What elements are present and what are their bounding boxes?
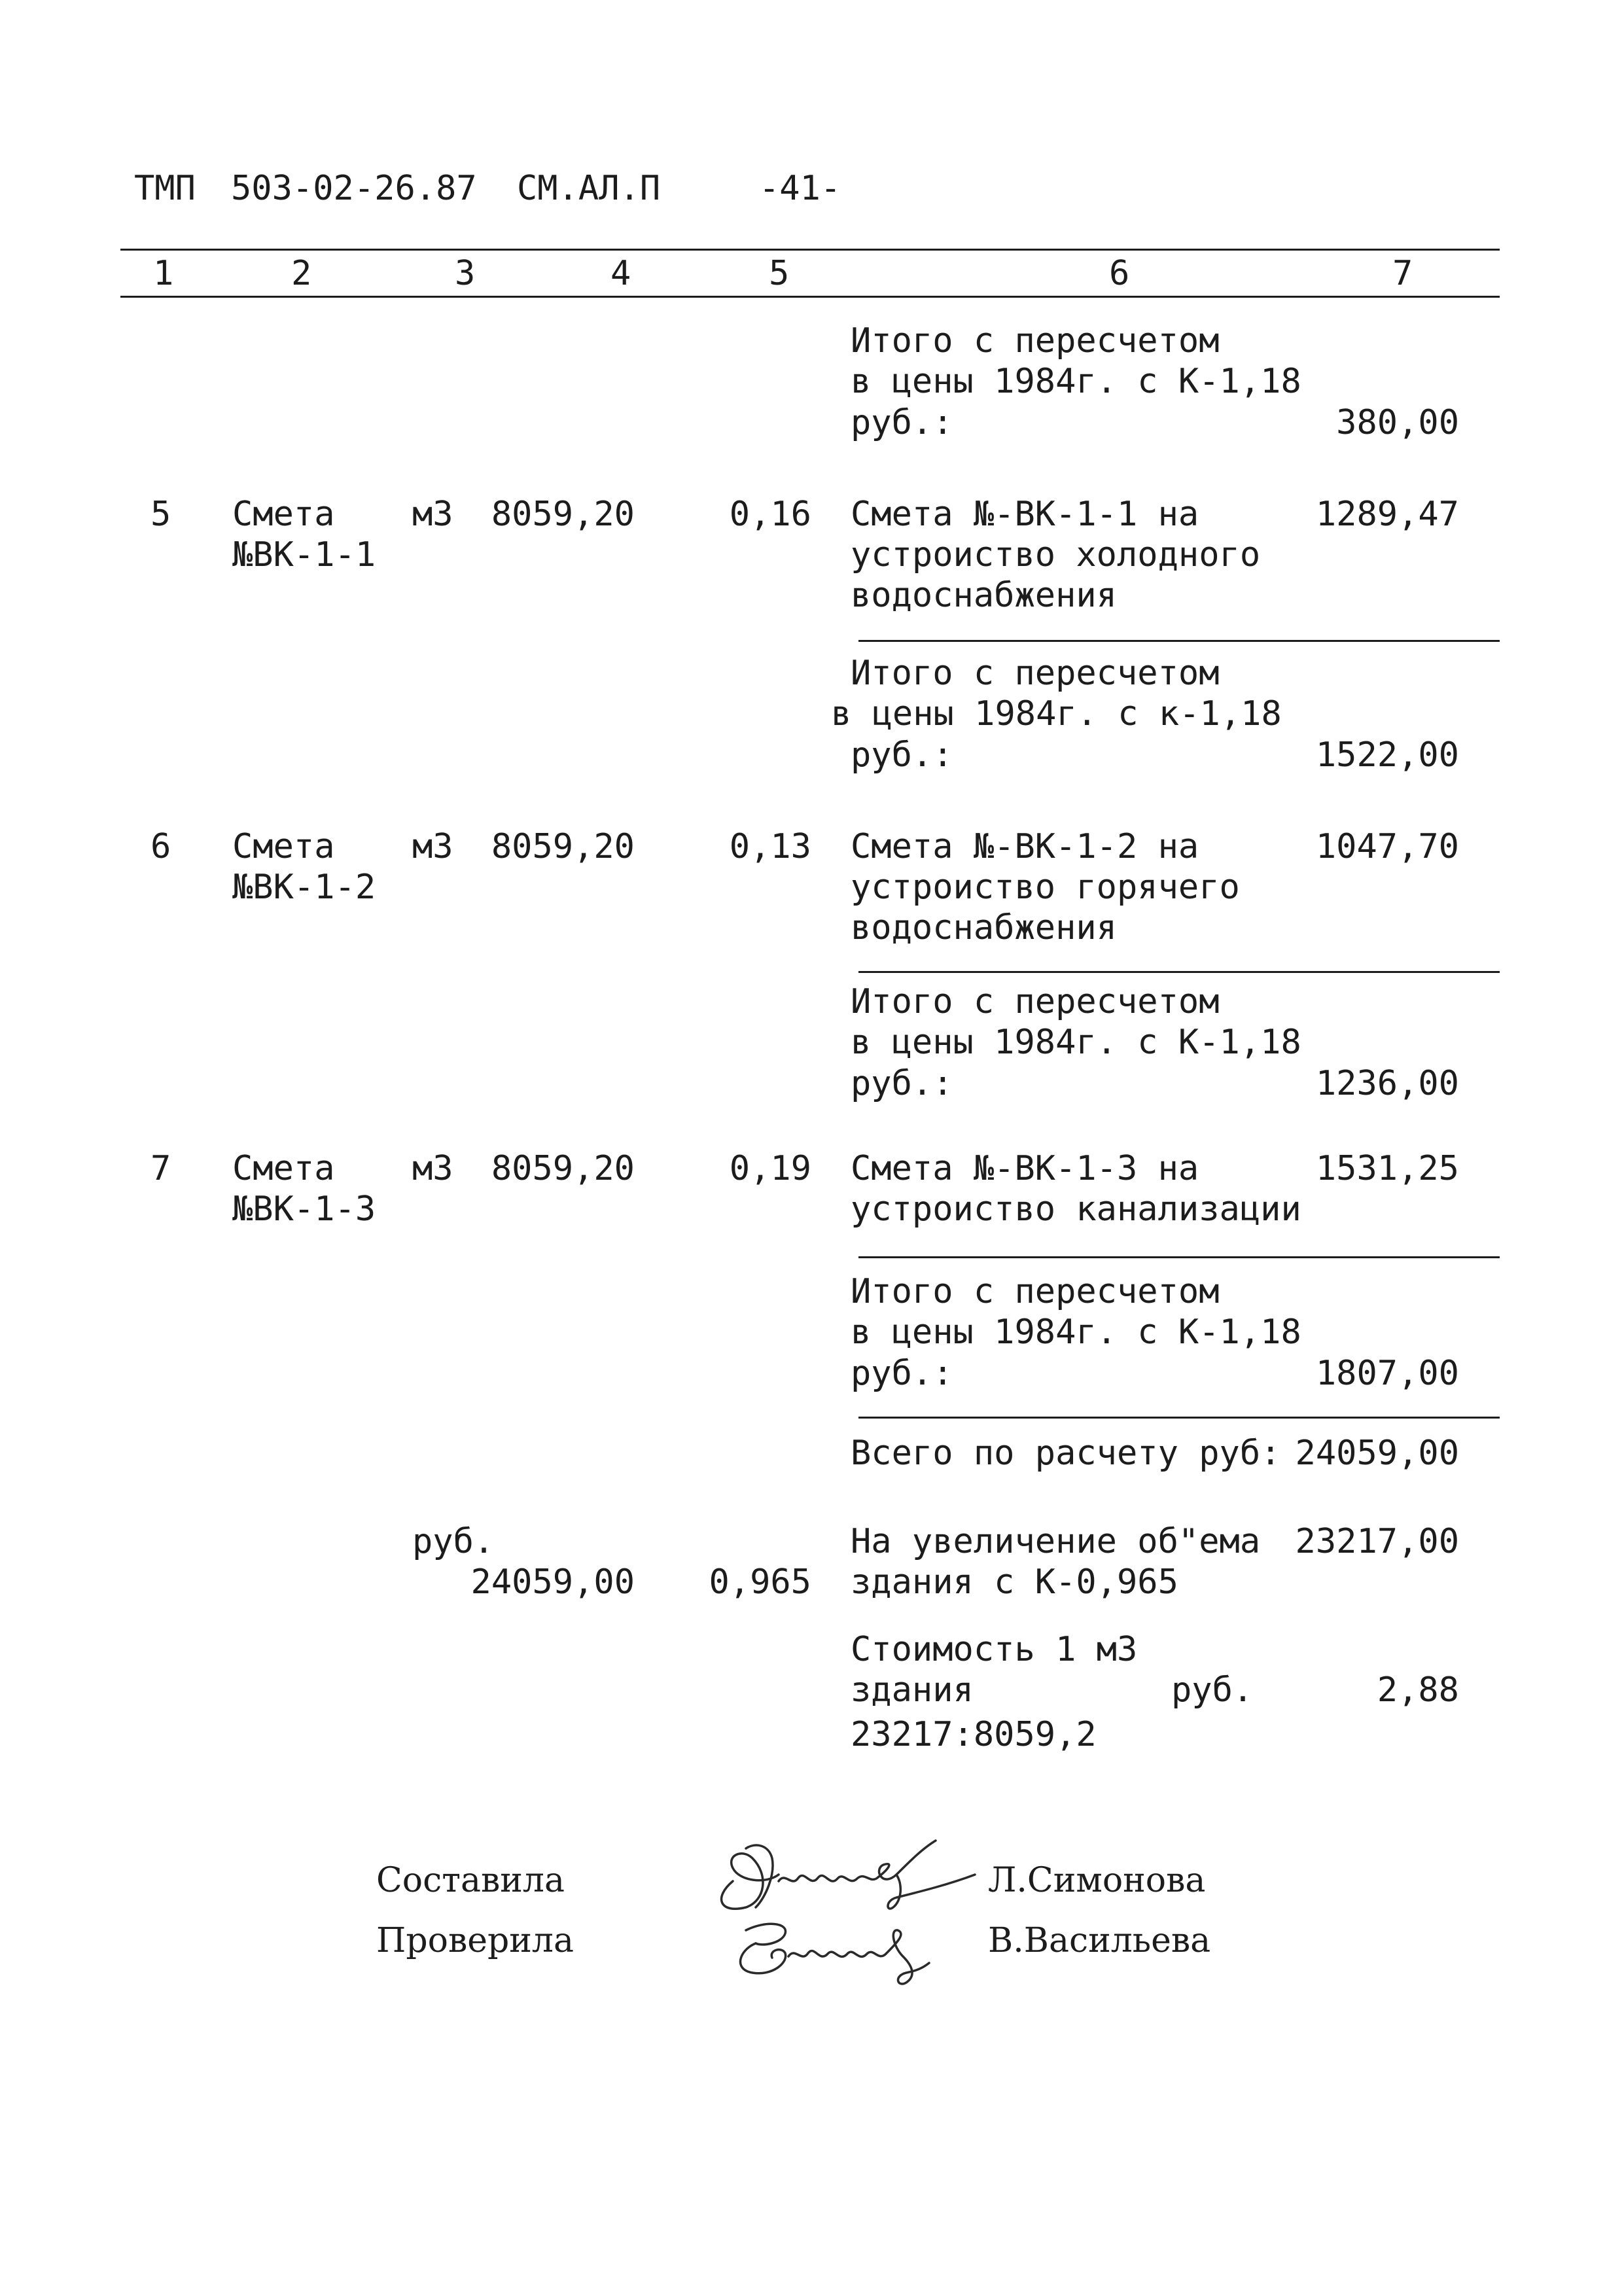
row-quantity: 8059,20 — [491, 827, 635, 866]
album-code: СМ.АЛ.П — [517, 169, 661, 208]
row-description: Смета №-ВК-1-3 на — [851, 1149, 1199, 1188]
row-name: Смета — [232, 495, 335, 534]
row-description: Смета №-ВК-1-2 на — [851, 827, 1199, 866]
row-number: 6 — [150, 827, 171, 866]
handwritten-signature-simonova — [707, 1835, 995, 1920]
subtotal-line: в цены 1984г. с к-1,18 — [831, 694, 1282, 733]
row-cost: 1047,70 — [1315, 827, 1459, 866]
handwritten-signature-vasilyeva — [726, 1911, 949, 1989]
col-header-5: 5 — [769, 254, 790, 293]
subtotal-line: руб.: — [851, 735, 953, 775]
header-top-rule — [120, 249, 1500, 251]
row-name: №ВК-1-1 — [232, 535, 376, 574]
compiled-name: Л.Симонова — [988, 1861, 1206, 1900]
project-number: 503-02-26.87 — [231, 169, 477, 208]
row-name: №ВК-1-3 — [232, 1190, 376, 1229]
row-coefficient: 0,13 — [729, 827, 811, 866]
row-description: водоснабжения — [851, 908, 1117, 947]
subtotal-value: 380,00 — [1336, 403, 1459, 442]
col-header-7: 7 — [1392, 254, 1413, 293]
cost-formula: 23217:8059,2 — [851, 1715, 1097, 1754]
col-header-4: 4 — [610, 254, 631, 293]
cost-label: Стоимость 1 м3 — [851, 1630, 1138, 1669]
row-quantity: 8059,20 — [491, 495, 635, 534]
subtotal-line: руб.: — [851, 403, 953, 442]
row-cost: 1289,47 — [1315, 495, 1459, 534]
subtotal-value: 1236,00 — [1315, 1064, 1459, 1103]
subtotal-line: Итого с пересчетом — [851, 1272, 1220, 1311]
col-header-2: 2 — [291, 254, 312, 293]
cost-label: здания — [851, 1670, 974, 1710]
row-coefficient: 0,19 — [729, 1149, 811, 1188]
increase-description: здания с К-0,965 — [851, 1563, 1178, 1602]
row-description: водоснабжения — [851, 576, 1117, 615]
row-unit: м3 — [412, 827, 453, 866]
increase-description: На увеличение об"ема — [851, 1522, 1261, 1561]
subtotal-line: Итого с пересчетом — [851, 654, 1220, 693]
subtotal-line: в цены 1984г. с К-1,18 — [851, 1313, 1301, 1352]
row-quantity: 8059,20 — [491, 1149, 635, 1188]
row-coefficient: 0,16 — [729, 495, 811, 534]
cost-value: 2,88 — [1377, 1670, 1459, 1710]
compiled-label: Составила — [376, 1861, 565, 1900]
row-unit: м3 — [412, 1149, 453, 1188]
increase-unit: руб. — [412, 1522, 495, 1561]
row-unit: м3 — [412, 495, 453, 534]
row-name: №ВК-1-2 — [232, 868, 376, 907]
col-header-3: 3 — [455, 254, 476, 293]
subtotal-line: руб.: — [851, 1064, 953, 1103]
subtotal-line: в цены 1984г. с К-1,18 — [851, 1023, 1301, 1062]
cost-unit: руб. — [1171, 1670, 1254, 1710]
row-description: Смета №-ВК-1-1 на — [851, 495, 1199, 534]
subtotal-line: Итого с пересчетом — [851, 321, 1220, 361]
increase-amount: 24059,00 — [470, 1563, 635, 1602]
subtotal-rule — [858, 971, 1500, 973]
header-bottom-rule — [120, 296, 1500, 298]
row-description: устроиство горячего — [851, 868, 1240, 907]
row-number: 7 — [150, 1149, 171, 1188]
col-header-1: 1 — [153, 254, 174, 293]
subtotal-line: руб.: — [851, 1354, 953, 1393]
total-label: Всего по расчету руб: — [851, 1434, 1281, 1473]
row-description: устроиство канализации — [851, 1190, 1301, 1229]
row-number: 5 — [150, 495, 171, 534]
total-value: 24059,00 — [1295, 1434, 1459, 1473]
doc-code: ТМП — [134, 169, 196, 208]
col-header-6: 6 — [1109, 254, 1130, 293]
increase-coefficient: 0,965 — [709, 1563, 811, 1602]
subtotal-line: Итого с пересчетом — [851, 982, 1220, 1021]
subtotal-rule — [858, 640, 1500, 642]
row-name: Смета — [232, 1149, 335, 1188]
row-cost: 1531,25 — [1315, 1149, 1459, 1188]
total-rule — [858, 1417, 1500, 1419]
row-name: Смета — [232, 827, 335, 866]
subtotal-line: в цены 1984г. с К-1,18 — [851, 362, 1301, 401]
subtotal-value: 1522,00 — [1315, 735, 1459, 775]
page-number: -41- — [759, 169, 841, 208]
subtotal-rule — [858, 1256, 1500, 1258]
checked-name: В.Васильева — [988, 1921, 1211, 1960]
checked-label: Проверила — [376, 1921, 574, 1960]
row-description: устроиство холодного — [851, 535, 1261, 574]
increase-value: 23217,00 — [1295, 1522, 1459, 1561]
subtotal-value: 1807,00 — [1315, 1354, 1459, 1393]
